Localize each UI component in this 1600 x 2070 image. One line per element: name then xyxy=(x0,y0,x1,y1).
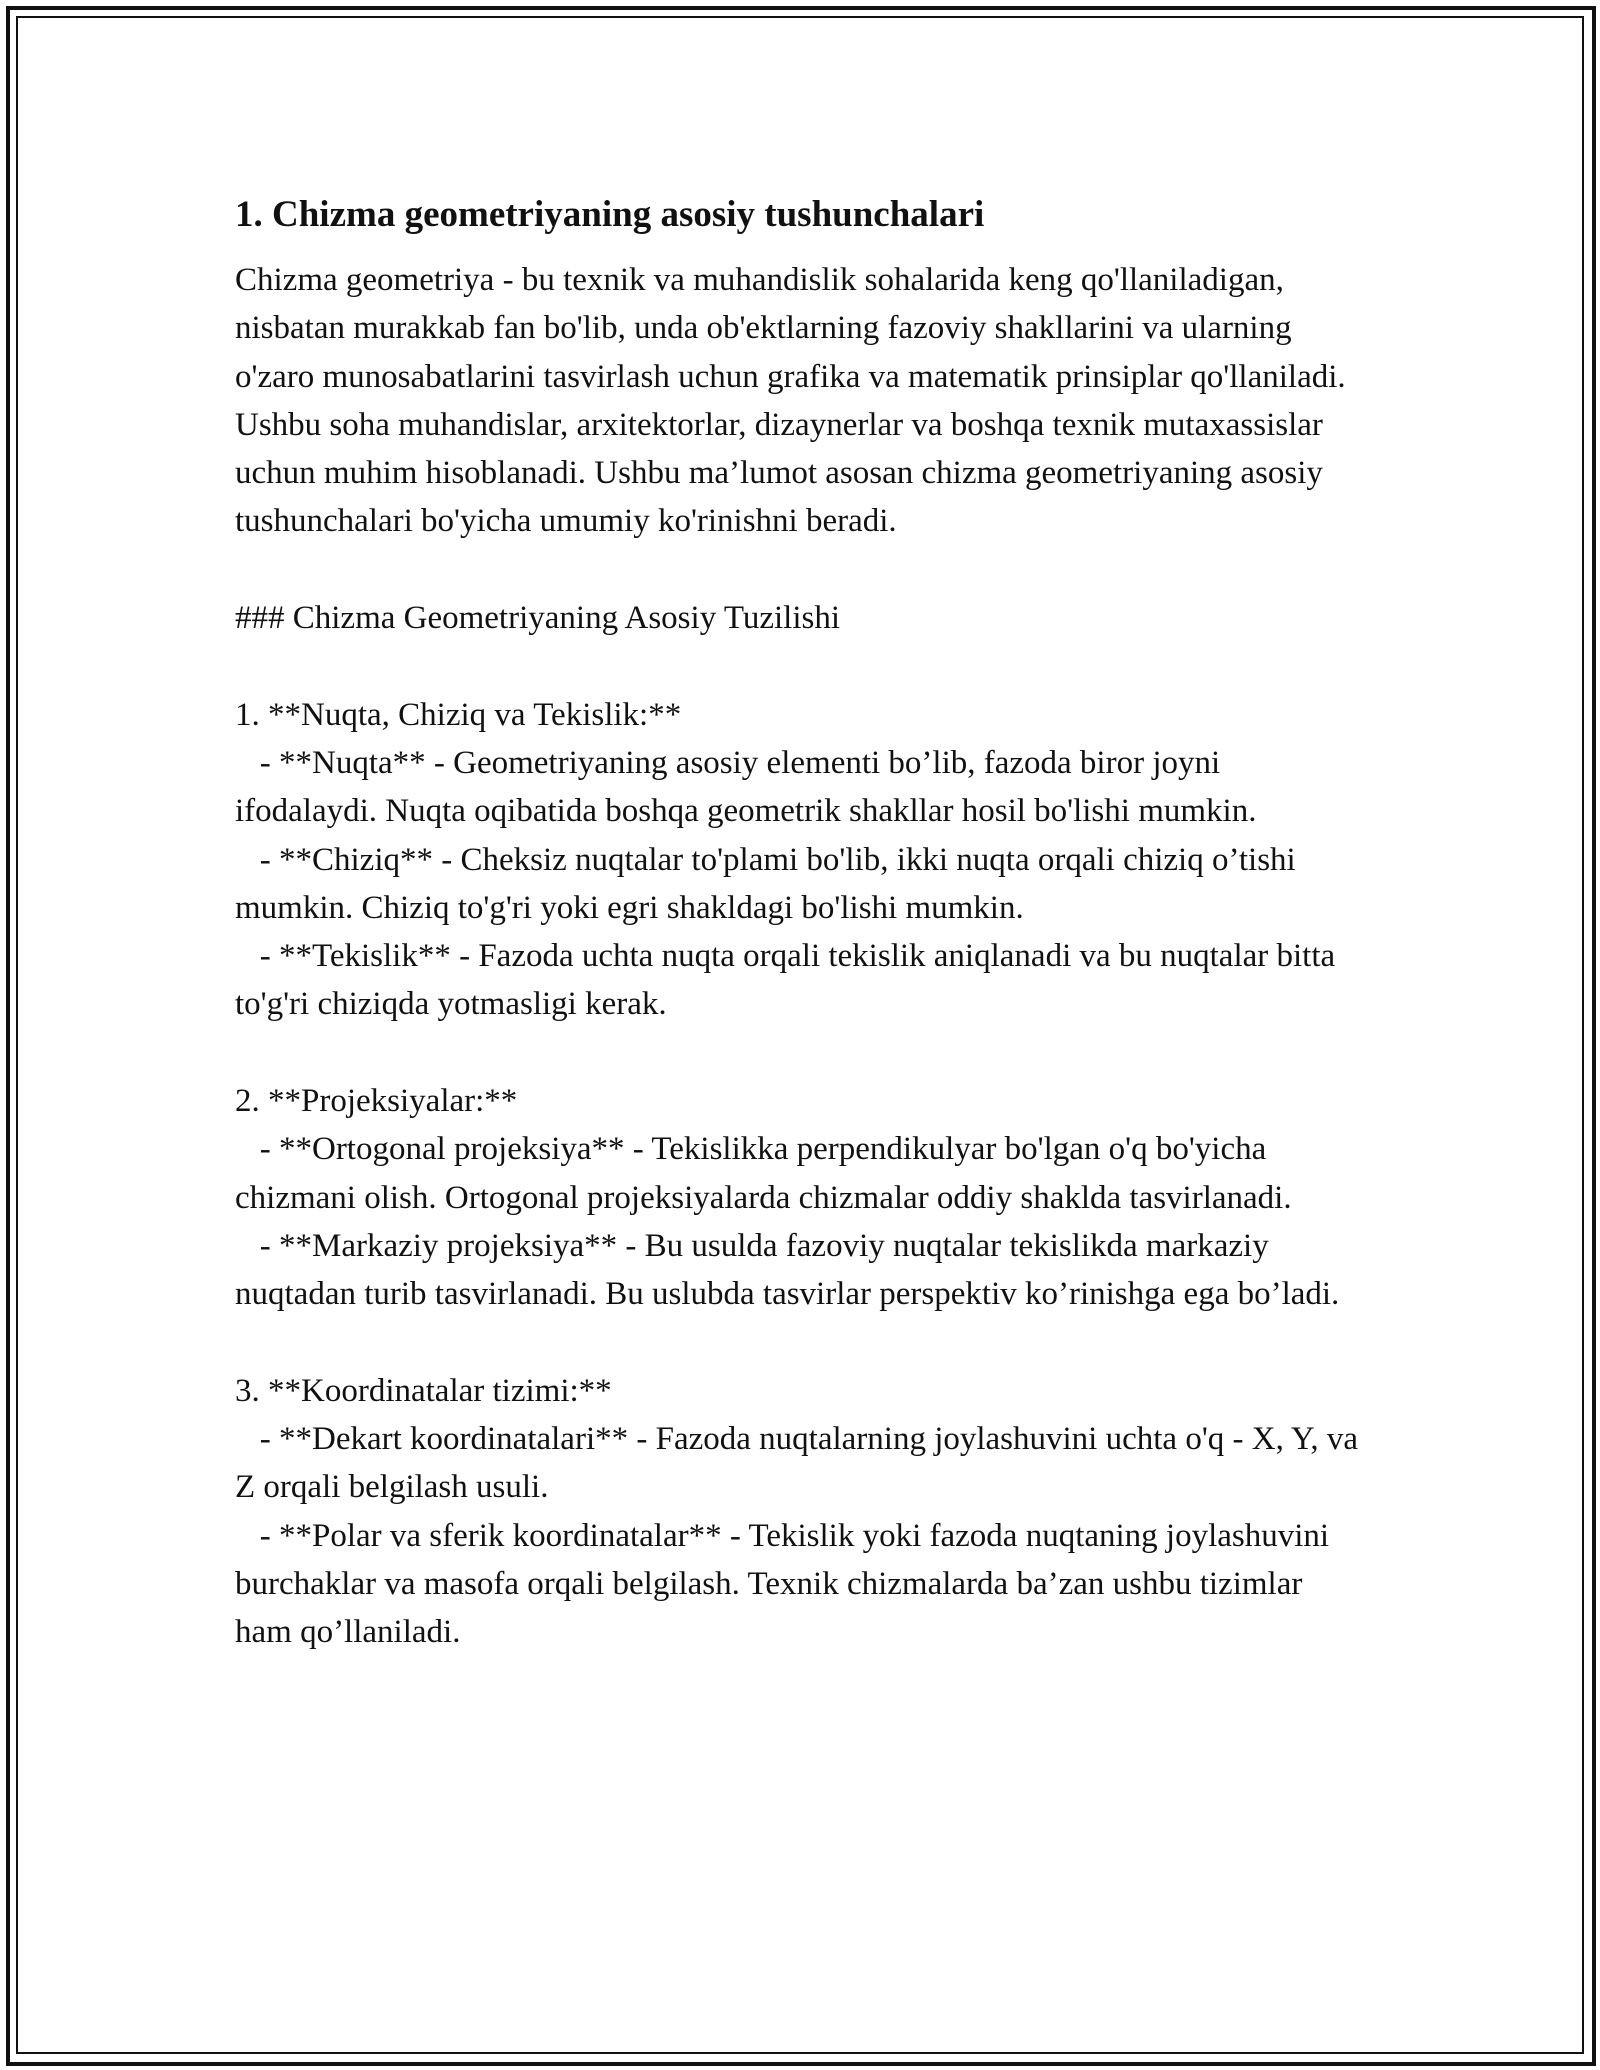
section-2 xyxy=(235,1077,1365,1318)
spacer xyxy=(235,1319,1365,1367)
section-title: 1. **Nuqta, Chiziq va Tekislik:** xyxy=(235,696,682,733)
list-item: - **Nuqta** - Geometriyaning asosiy elementi bo’lib, fazoda biror joyni ifodalaydi. Nuqta oqibatida boshqa geometrik shakllar hosil bo'lishi mumkin. xyxy=(235,744,1257,830)
spacer xyxy=(235,1029,1365,1077)
section-3 xyxy=(235,1367,1365,1657)
list-item: - **Tekislik** - Fazoda uchta nuqta orqali tekislik aniqlanadi va bu nuqtalar bitta to'g'ri chiziqda yotmasligi kerak. xyxy=(235,938,1344,1023)
section-title: 2. **Projeksiyalar:** xyxy=(235,1083,518,1120)
subheading: ### Chizma Geometriyaning Asosiy Tuzilishi xyxy=(235,600,841,637)
spacer xyxy=(235,642,1365,690)
section-title: 3. **Koordinatalar tizimi:** xyxy=(235,1372,612,1409)
document-body xyxy=(235,188,1365,1657)
section-1 xyxy=(235,691,1365,1029)
intro-paragraph: Chizma geometriya - bu texnik va muhandislik sohalarida keng qo'llaniladigan, nisbatan murakkab fan bo'lib, unda ob'ektlarning fazoviy shakllarini va ularning o'zaro munosabatlarini tasvirlash uchun grafika va matematik prinsiplar qo'llaniladi. Ushbu soha muhandislar, arxitektorlar, dizaynerlar va boshqa texnik mutaxassislar uchun muhim hisoblanadi. Ushbu ma’lumot asosan chizma geometriyaning asosiy tushunchalari bo'yicha umumiy ko'rinishni beradi. xyxy=(235,262,1354,540)
document-title: 1. Chizma geometriyaning asosiy tushunchalari xyxy=(235,194,985,235)
list-item: - **Ortogonal projeksiya** - Tekislikka perpendikulyar bo'lgan o'q bo'yicha chizmani olish. Ortogonal projeksiyalarda chizmalar oddiy shaklda tasvirlanadi. xyxy=(235,1131,1292,1216)
spacer xyxy=(235,546,1365,594)
list-item: - **Polar va sferik koordinatalar** - Tekislik yoki fazoda nuqtaning joylashuvini burchaklar va masofa orqali belgilash. Texnik chizmalarda ba’zan ushbu tizimlar ham qo’llaniladi. xyxy=(235,1517,1338,1651)
list-item: - **Dekart koordinatalari** - Fazoda nuqtalarning joylashuvini uchta o'q - X, Y, va Z orqali belgilash usuli. xyxy=(235,1421,1367,1506)
list-item: - **Chiziq** - Cheksiz nuqtalar to'plami bo'lib, ikki nuqta orqali chiziq o’tishi mumkin. Chiziq to'g'ri yoki egri shakldagi bo'lishi mumkin. xyxy=(235,841,1304,926)
list-item: - **Markaziy projeksiya** - Bu usulda fazoviy nuqtalar tekislikda markaziy nuqtadan turib tasvirlanadi. Bu uslubda tasvirlar perspektiv ko’rinishga ega bo’ladi. xyxy=(235,1227,1340,1313)
